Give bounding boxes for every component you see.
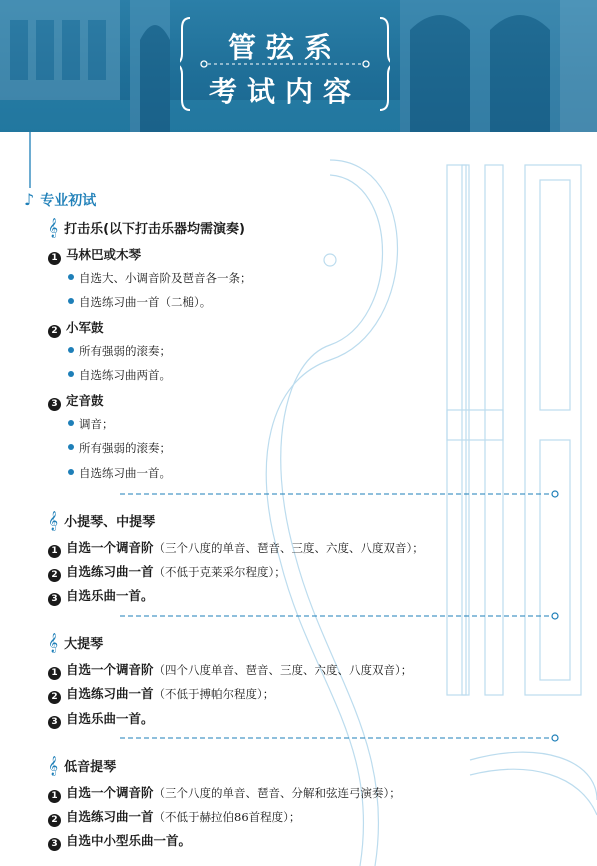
category-cello <box>48 633 103 653</box>
item-text: 自选练习曲一首 <box>66 809 154 824</box>
list-item <box>48 391 104 411</box>
bullet-text: 所有强弱的滚奏； <box>79 441 171 455</box>
title-line-1: 管弦系 <box>227 31 342 64</box>
numbered-circle-icon: 3 <box>48 593 61 606</box>
numbered-circle-icon: 2 <box>48 691 61 704</box>
list-item <box>48 562 286 582</box>
list-item <box>48 783 401 803</box>
numbered-circle-icon: 1 <box>48 667 61 680</box>
category-title: 大提琴 <box>64 637 104 652</box>
header-title <box>180 14 390 114</box>
bullet-dot-icon <box>68 347 74 353</box>
numbered-circle-icon: 1 <box>48 252 61 265</box>
bullet-text: 所有强弱的滚奏； <box>79 344 171 358</box>
bullet-item <box>68 465 171 481</box>
bullet-text: 自选练习曲两首。 <box>79 368 171 382</box>
bullet-text: 调音； <box>79 417 114 431</box>
list-item <box>48 586 154 606</box>
list-item <box>48 538 424 558</box>
section-title <box>24 190 96 210</box>
treble-clef-icon: 𝄞 <box>48 511 59 531</box>
numbered-circle-icon: 1 <box>48 545 61 558</box>
bullet-text: 自选练习曲一首。 <box>79 466 171 480</box>
category-violin-viola <box>48 511 155 531</box>
bullet-item <box>68 440 171 456</box>
item-text: 自选一个调音阶 <box>66 662 154 677</box>
item-detail: （不低于克莱采尔程度）； <box>153 565 286 579</box>
item-text: 自选乐曲一首。 <box>66 588 154 603</box>
category-double-bass <box>48 756 116 776</box>
bullet-dot-icon <box>68 444 74 450</box>
list-item <box>48 709 154 729</box>
numbered-circle-icon: 3 <box>48 398 61 411</box>
bullet-text: 自选练习曲一首（二槌）。 <box>79 295 212 309</box>
numbered-circle-icon: 2 <box>48 325 61 338</box>
header-banner <box>0 0 597 132</box>
section-divider <box>120 733 560 743</box>
bullet-dot-icon <box>68 420 74 426</box>
list-item <box>48 245 141 265</box>
numbered-circle-icon: 3 <box>48 838 61 851</box>
numbered-circle-icon: 2 <box>48 569 61 582</box>
section-title-text: 专业初试 <box>40 193 97 209</box>
item-detail: （三个八度的单音、琶音、分解和弦连弓演奏）； <box>153 786 401 800</box>
category-title: 打击乐(以下打击乐器均需演奏) <box>64 222 245 237</box>
item-detail: （三个八度的单音、琶音、三度、六度、八度双音）； <box>153 541 424 555</box>
treble-clef-icon: 𝄞 <box>48 633 59 653</box>
bullet-dot-icon <box>68 298 74 304</box>
treble-clef-icon: 𝄞 <box>48 218 59 238</box>
numbered-circle-icon: 1 <box>48 790 61 803</box>
item-detail: （不低于赫拉伯86首程度）； <box>153 810 301 824</box>
numbered-circle-icon: 3 <box>48 716 61 729</box>
item-detail: （四个八度单音、琶音、三度、六度、八度双音）； <box>153 663 413 677</box>
category-title: 小提琴、中提琴 <box>64 515 156 530</box>
item-text: 马林巴或木琴 <box>66 247 142 262</box>
category-percussion <box>48 218 245 238</box>
numbered-circle-icon: 2 <box>48 814 61 827</box>
bullet-dot-icon <box>68 371 74 377</box>
bullet-item <box>68 367 171 383</box>
bullet-item <box>68 294 211 310</box>
list-item <box>48 807 300 827</box>
category-title: 低音提琴 <box>64 760 117 775</box>
bullet-text: 自选大、小调音阶及琶音各一条； <box>79 271 252 285</box>
item-text: 自选练习曲一首 <box>66 686 154 701</box>
item-text: 定音鼓 <box>66 393 104 408</box>
item-text: 自选一个调音阶 <box>66 785 154 800</box>
bullet-item <box>68 416 114 432</box>
item-detail: （不低于搏帕尔程度）； <box>153 687 275 701</box>
item-text: 自选练习曲一首 <box>66 564 154 579</box>
item-text: 自选中小型乐曲一首。 <box>66 833 192 848</box>
list-item <box>48 660 412 680</box>
section-divider <box>120 489 560 499</box>
item-text: 自选乐曲一首。 <box>66 711 154 726</box>
list-item <box>48 684 274 704</box>
section-divider <box>120 611 560 621</box>
item-text: 自选一个调音阶 <box>66 540 154 555</box>
bullet-item <box>68 270 252 286</box>
list-item <box>48 831 191 851</box>
bullet-dot-icon <box>68 274 74 280</box>
treble-clef-icon: 𝄞 <box>48 756 59 776</box>
list-item <box>48 318 104 338</box>
item-text: 小军鼓 <box>66 320 104 335</box>
bullet-item <box>68 343 171 359</box>
bullet-dot-icon <box>68 469 74 475</box>
title-line-2: 考试内容 <box>208 75 361 108</box>
music-note-icon: ♪ <box>24 190 35 209</box>
